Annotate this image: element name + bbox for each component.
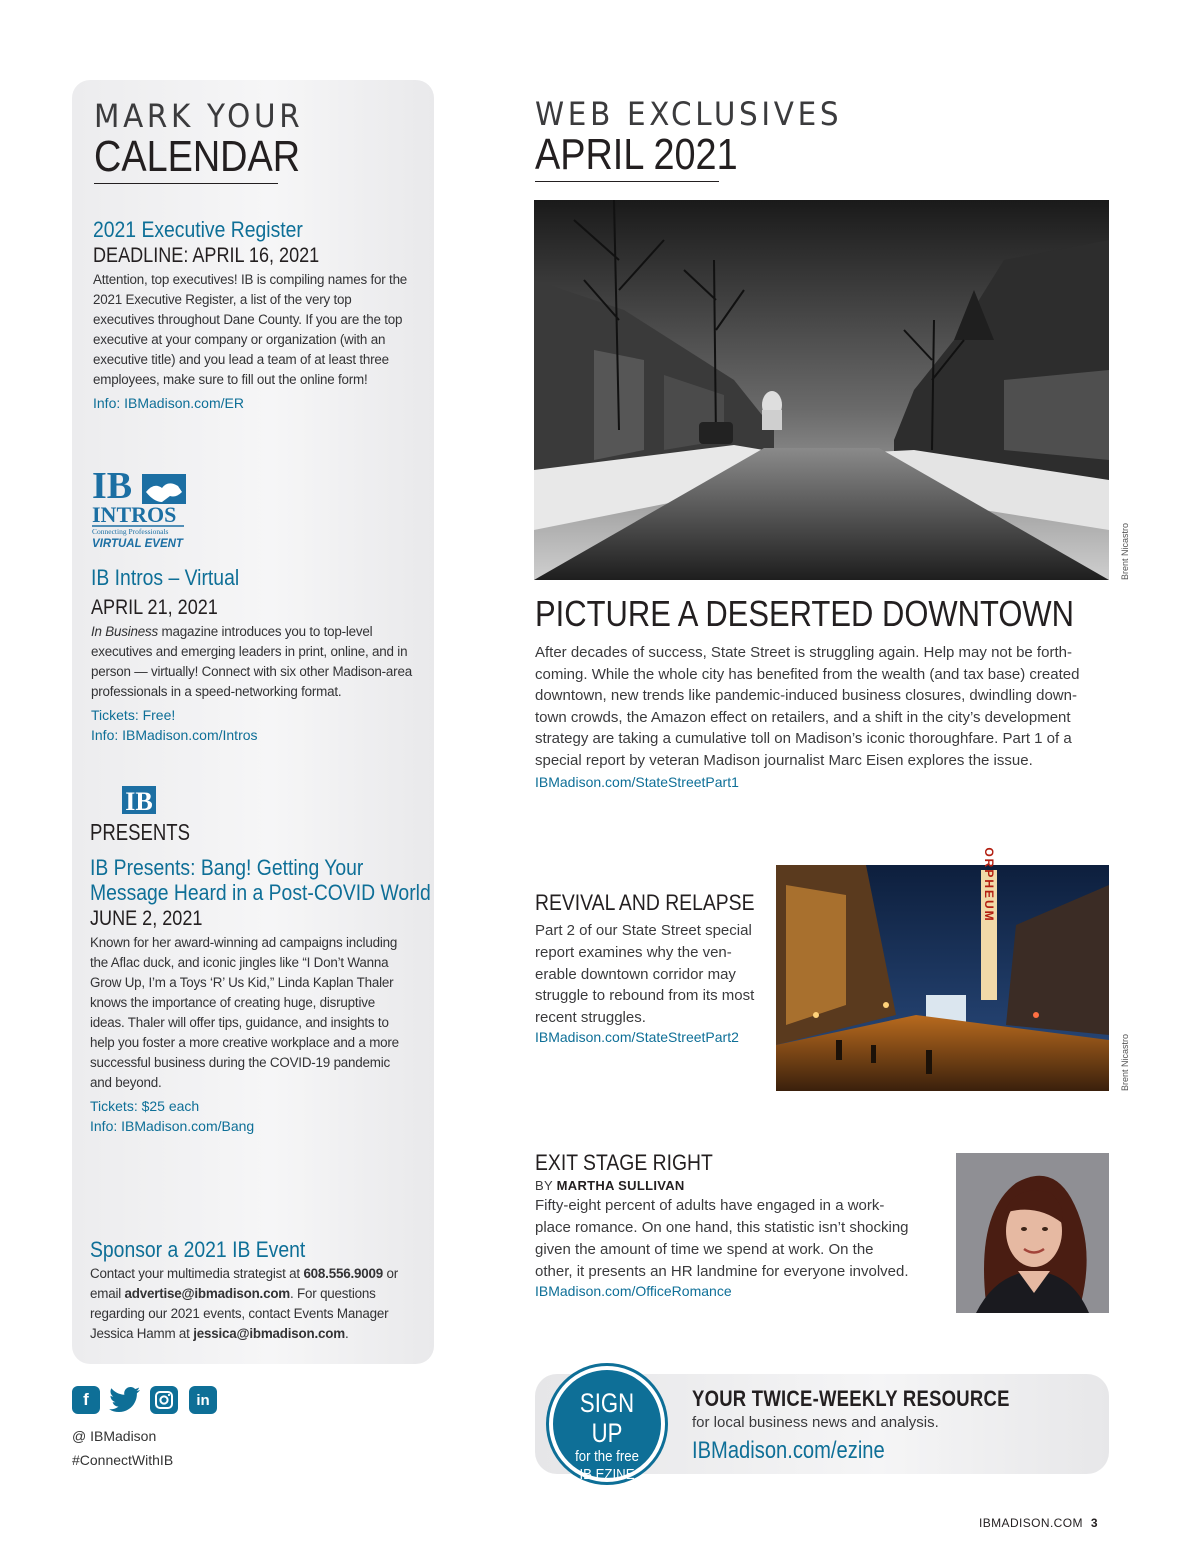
- feature-title: PICTURE A DESERTED DOWNTOWN: [535, 593, 1074, 634]
- social-icons: [72, 1386, 217, 1414]
- header-rule: [535, 181, 719, 182]
- header-rule: [94, 183, 278, 184]
- event-date: DEADLINE: APRIL 16, 2021: [93, 244, 320, 267]
- presents-logo-mark: IB: [125, 787, 153, 816]
- intros-logo-word: INTROS: [92, 502, 177, 527]
- revival-description: Part 2 of our State Street special report examines why the ven-erable downtown corridor may struggle to rebound from its most recent struggles.: [535, 922, 755, 1027]
- ezine-link[interactable]: IBMadison.com/ezine: [692, 1437, 885, 1464]
- byline: BY MARTHA SULLIVAN: [535, 1178, 685, 1193]
- facebook-icon[interactable]: f: [72, 1386, 100, 1414]
- intros-logo-mark: IB: [92, 465, 133, 507]
- publication-name: In Business: [91, 624, 159, 639]
- presents-logo-word: PRESENTS: [90, 819, 190, 845]
- page-number: 3: [1090, 1516, 1098, 1530]
- feature-article: [535, 642, 1107, 793]
- exit-description: Fifty-eight percent of adults have engaged in a work-place romance. On one hand, this statistic isn’t shocking given the amount of time we spend at work. On the other, it presents an HR landmine for everyone involved.: [535, 1197, 909, 1280]
- event-ib-intros: [91, 565, 413, 745]
- intros-logo-tagline: Connecting Professionals: [92, 527, 169, 536]
- twitter-handle[interactable]: @ IBMadison: [72, 1428, 157, 1444]
- feature-link[interactable]: IBMadison.com/StateStreetPart1: [535, 773, 739, 790]
- web-exclusives-header: [535, 96, 869, 182]
- event-title-line1: IB Presents: Bang! Getting Your: [90, 855, 364, 880]
- sponsor-text: Contact your multimedia strategist at 608.556.9009 or email advertise@ibmadison.com. For questions regarding our 2021 events, contact Events Manager Jessica Hamm at jessica@ibmadison.com.: [90, 1266, 398, 1341]
- events-email[interactable]: jessica@ibmadison.com: [193, 1326, 345, 1341]
- event-description: Attention, top executives! IB is compiling names for the 2021 Executive Register, a list of the very top executives throughout Dane County. If you are the top executive at your company or organization (with an executive title) and you lead a team of at least three employees, make sure to fill out the online form!: [93, 272, 408, 387]
- linkedin-icon[interactable]: in: [189, 1386, 217, 1414]
- twitter-icon[interactable]: [111, 1386, 139, 1414]
- ib-presents-logo: [90, 786, 200, 844]
- signup-badge[interactable]: [549, 1366, 665, 1482]
- hashtag: #ConnectWithIB: [72, 1452, 174, 1468]
- web-kicker: WEB EXCLUSIVES: [535, 95, 843, 133]
- event-title: IB Intros – Virtual: [91, 565, 240, 590]
- revival-title: REVIVAL AND RELAPSE: [535, 890, 755, 915]
- calendar-kicker: MARK YOUR: [94, 97, 304, 135]
- event-info-link[interactable]: Info: IBMadison.com/ER: [93, 395, 244, 411]
- calendar-header: [94, 98, 334, 184]
- exit-title: EXIT STAGE RIGHT: [535, 1150, 713, 1175]
- author-portrait-photo: [956, 1153, 1109, 1313]
- site-url: IBMADISON.COM: [979, 1516, 1083, 1530]
- event-title-line2: Message Heard in a Post-COVID World: [90, 880, 431, 905]
- badge-free-label: for the free: [575, 1448, 639, 1465]
- web-title: APRIL 2021: [535, 130, 738, 179]
- event-date: JUNE 2, 2021: [90, 907, 203, 930]
- author-name: MARTHA SULLIVAN: [556, 1178, 685, 1193]
- orpheum-street-photo: [776, 847, 1109, 1091]
- orpheum-sign: ORPHEUM: [982, 847, 996, 923]
- exit-stage-article: [535, 1150, 915, 1299]
- revival-article: [535, 890, 760, 1045]
- banner-subtext: for local business news and analysis.: [692, 1414, 939, 1431]
- social-handles: [72, 1424, 173, 1472]
- badge-ezine-label: IB EZINE: [579, 1466, 635, 1483]
- event-tickets-link[interactable]: Tickets: $25 each: [90, 1098, 200, 1114]
- badge-signup-label: SIGN UP: [579, 1388, 635, 1448]
- event-title: 2021 Executive Register: [93, 217, 303, 242]
- sponsor-email[interactable]: advertise@ibmadison.com: [124, 1286, 291, 1301]
- page-footer: [979, 1516, 1098, 1530]
- event-description: Known for her award-winning ad campaigns including the Aflac duck, and iconic jingles like “I Don’t Wanna Grow Up, I’m a Toys ‘R’ Us Kid,” Linda Kaplan Thaler knows the importance of creating huge, disruptive ideas. Thaler will offer tips, guidance, and insights to help you foster a more creative workplace and a more successful business during the COVID-19 pandemic and beyond.: [90, 935, 399, 1090]
- ib-intros-logo: [92, 466, 202, 550]
- banner-headline: YOUR TWICE-WEEKLY RESOURCE: [692, 1386, 1010, 1411]
- event-info-link[interactable]: Info: IBMadison.com/Bang: [90, 1117, 255, 1134]
- event-date: APRIL 21, 2021: [91, 596, 218, 619]
- intros-logo-sub: VIRTUAL EVENT: [92, 538, 183, 550]
- sponsor-title: Sponsor a 2021 IB Event: [90, 1237, 306, 1262]
- exit-link[interactable]: IBMadison.com/OfficeRomance: [535, 1283, 732, 1299]
- sponsor-block: [90, 1237, 412, 1344]
- event-info-link[interactable]: Info: IBMadison.com/Intros: [91, 726, 258, 743]
- event-executive-register: [93, 217, 415, 414]
- calendar-title: CALENDAR: [94, 132, 301, 181]
- photo-credit: Brent Nicastro: [1120, 1033, 1130, 1091]
- feature-description: After decades of success, State Street is struggling again. Help may not be forth-coming. While the whole city has benefited from the wealth (and tax base) created downtown, new trends like pandemic-induced business closures, dwindling down-town crowds, the Amazon effect on retailers, and a shift in the city’s development strategy are taking a cumulative toll on Madison’s iconic thoroughfare. Part 1 of a special report by veteran Madison journalist Marc Eisen explores the issue.: [535, 644, 1080, 769]
- deserted-downtown-photo: [534, 200, 1109, 580]
- photo-credit: Brent Nicastro: [1120, 522, 1130, 580]
- revival-link[interactable]: IBMadison.com/StateStreetPart2: [535, 1028, 739, 1045]
- event-ib-presents: [90, 855, 431, 1136]
- instagram-icon[interactable]: [150, 1386, 178, 1414]
- event-tickets-link[interactable]: Tickets: Free!: [91, 707, 176, 723]
- event-description: In Business magazine introduces you to top-level executives and emerging leaders in print, online, and in person — virtually! Connect with six other Madison-area professionals in a speed-networking format.: [91, 624, 412, 699]
- sponsor-phone[interactable]: 608.556.9009: [303, 1266, 383, 1281]
